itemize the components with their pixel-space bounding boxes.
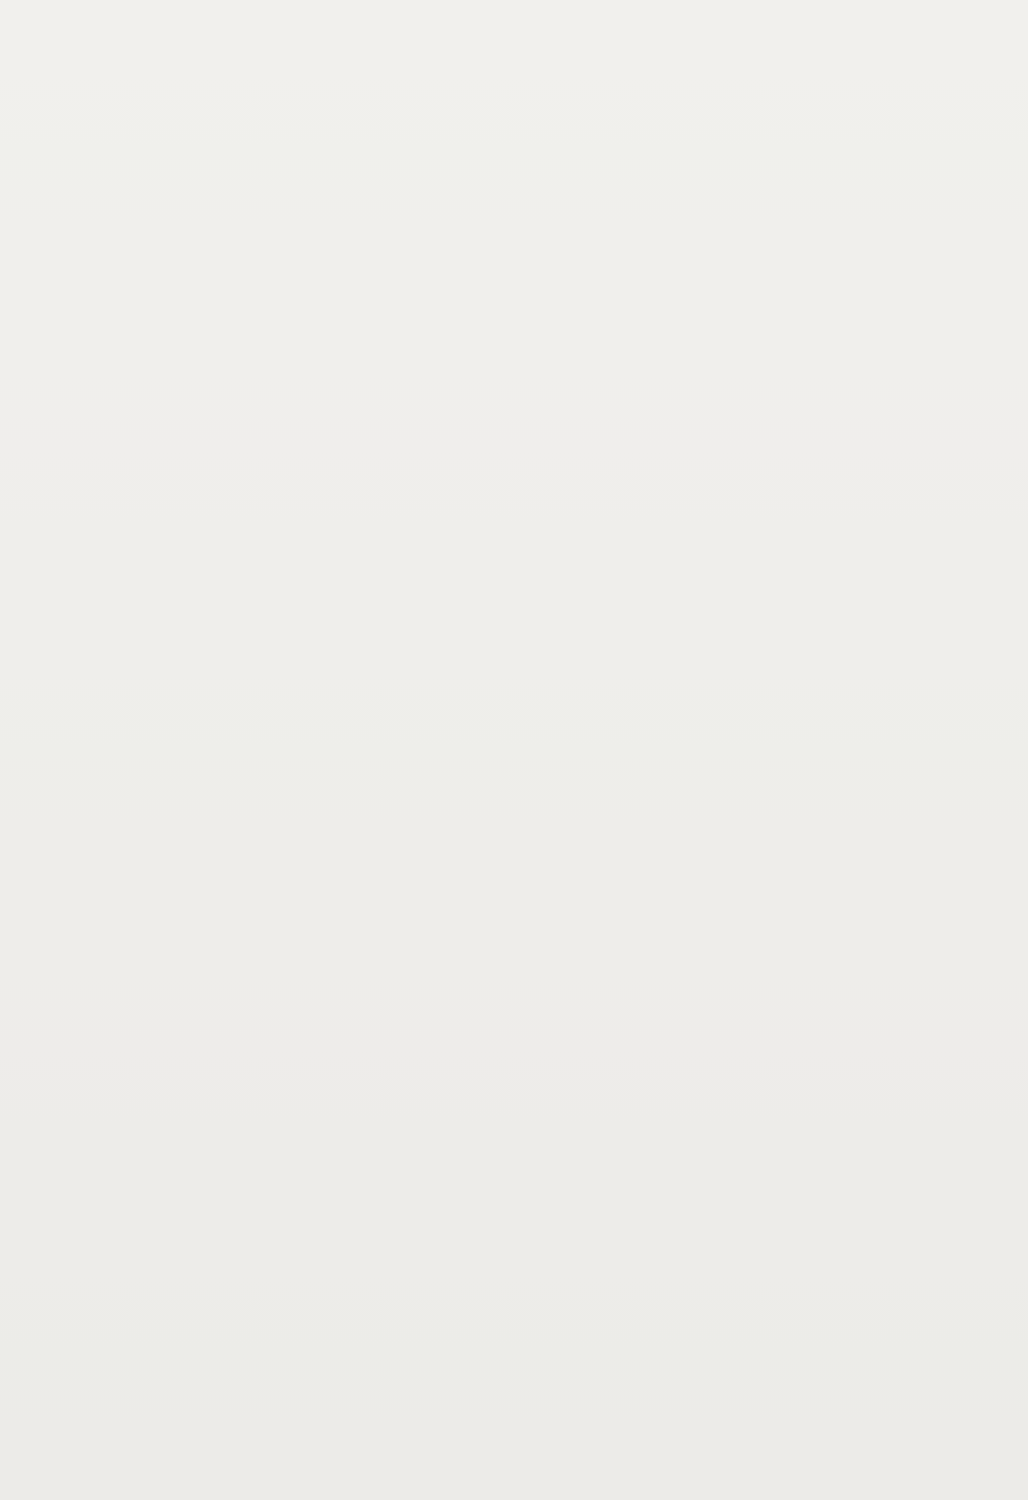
section-heading <box>105 104 963 180</box>
page-text <box>105 108 963 180</box>
